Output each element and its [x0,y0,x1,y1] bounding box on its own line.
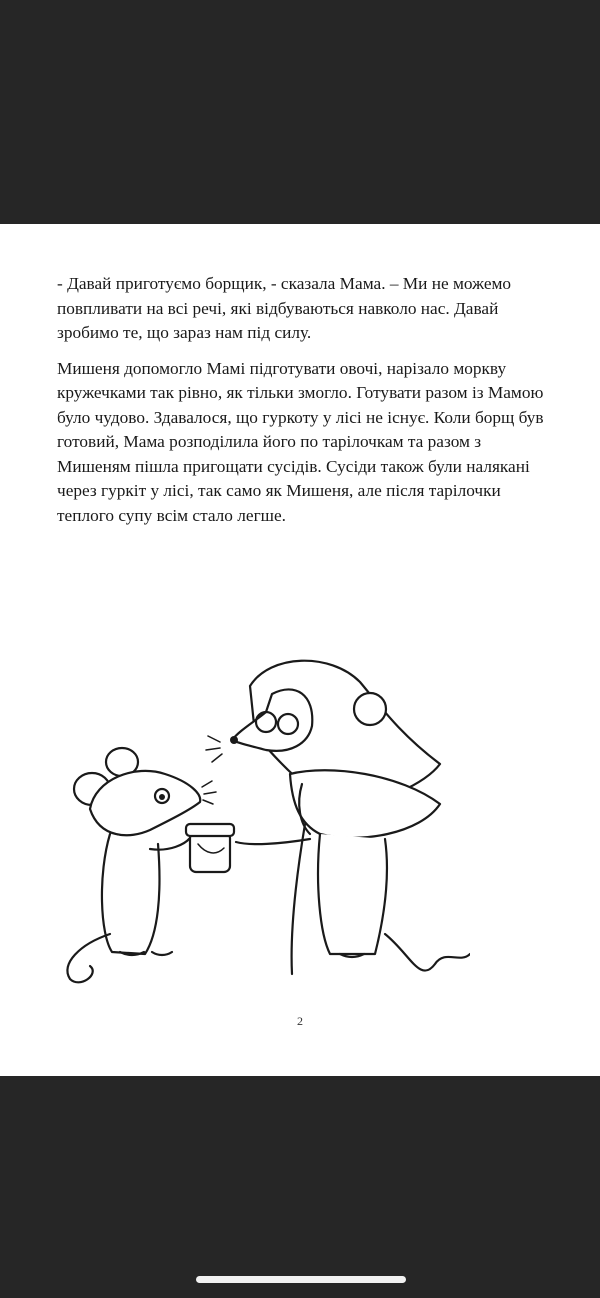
paragraph-1: - Давай приготуємо борщик, - сказала Мама. – Ми не можемо повпливати на всі речі, які відбуваються навколо нас. Давай зробимо те, що зараз нам під силу. [57,274,512,342]
mama-mouse [206,661,470,974]
bottom-dark-area [0,1076,600,1298]
home-indicator[interactable] [196,1276,406,1283]
book-page [0,224,600,1076]
page-number: 2 [297,1014,303,1028]
top-dark-area [0,0,600,224]
jar [186,824,234,872]
paragraph-2: Мишеня допомогло Мамі підготувати овочі, нарізало моркву кружечками так рівно, як тільки змогло. Готувати разом із Мамою було чудово. Здавалося, що гуркоту у лісі не існує. Коли борщ був готовий, Мама розподілила його по тарілочкам та разом з Мишеням пішла пригощати сусідів. Сусіди також були налякані через гуркіт у лісі, так само як Мишеня, але після тарілочки теплого супу всім стало легше. [57,358,544,525]
mice-sharing-jar-illustration [40,634,470,994]
story-text [57,272,547,539]
